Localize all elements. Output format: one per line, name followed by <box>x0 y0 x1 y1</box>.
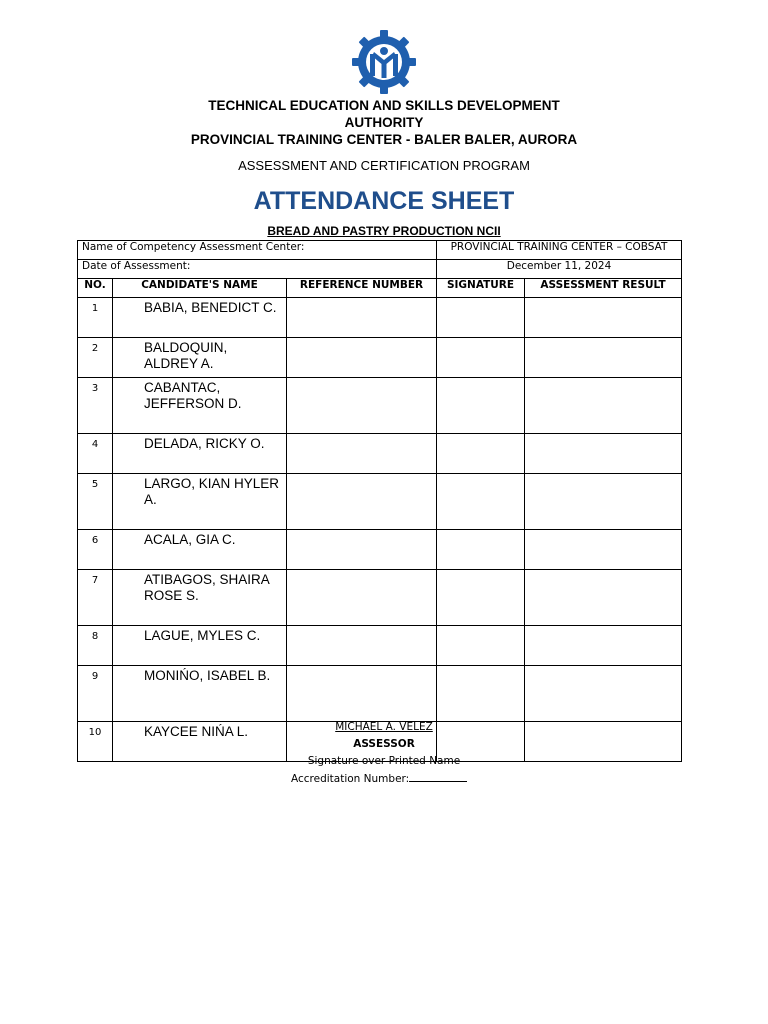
candidate-name: DELADA, RICKY O. <box>113 434 287 474</box>
reference-number-cell[interactable] <box>287 434 437 474</box>
row-number: 5 <box>78 474 113 530</box>
signature-cell[interactable] <box>437 338 525 378</box>
reference-number-cell[interactable] <box>287 474 437 530</box>
accreditation-line <box>291 770 467 788</box>
assessment-result-cell[interactable] <box>525 338 682 378</box>
reference-number-cell[interactable] <box>287 338 437 378</box>
accreditation-label: Accreditation Number: <box>291 773 410 785</box>
table-row <box>78 474 682 530</box>
attendance-table <box>77 240 682 762</box>
signature-cell[interactable] <box>437 570 525 626</box>
assessment-result-cell[interactable] <box>525 626 682 666</box>
candidate-name: CABANTAC, JEFFERSON D. <box>113 378 287 434</box>
signature-cell[interactable] <box>437 530 525 570</box>
candidate-name: ATIBAGOS, SHAIRA ROSE S. <box>113 570 287 626</box>
table-row <box>78 298 682 338</box>
column-header-row <box>78 279 682 298</box>
signature-cell[interactable] <box>437 626 525 666</box>
row-number: 8 <box>78 626 113 666</box>
program-name: ASSESSMENT AND CERTIFICATION PROGRAM <box>238 158 530 173</box>
reference-number-cell[interactable] <box>287 298 437 338</box>
page-title: ATTENDANCE SHEET <box>253 187 515 215</box>
assessment-result-cell[interactable] <box>525 530 682 570</box>
candidate-name: MONIŃO, ISABEL B. <box>113 666 287 722</box>
date-row <box>78 260 682 279</box>
center-label: Name of Competency Assessment Center: <box>78 241 437 260</box>
signature-cell[interactable] <box>437 434 525 474</box>
assessment-result-cell[interactable] <box>525 570 682 626</box>
candidate-name: KAYCEE NIŃA L. <box>113 722 287 762</box>
assessment-result-cell[interactable] <box>525 298 682 338</box>
authority-name <box>0 97 768 131</box>
header-no: NO. <box>78 279 113 298</box>
header-reference-number: REFERENCE NUMBER <box>287 279 437 298</box>
row-number: 7 <box>78 570 113 626</box>
table-row <box>78 626 682 666</box>
signature-cell[interactable] <box>437 474 525 530</box>
date-value: December 11, 2024 <box>437 260 682 279</box>
assessment-result-cell[interactable] <box>525 378 682 434</box>
table-row <box>78 530 682 570</box>
reference-number-cell[interactable] <box>287 570 437 626</box>
qualification-title: BREAD AND PASTRY PRODUCTION NCII <box>267 224 501 238</box>
header-candidate-name: CANDIDATE'S NAME <box>113 279 287 298</box>
row-number: 6 <box>78 530 113 570</box>
row-number: 4 <box>78 434 113 474</box>
signature-cell[interactable] <box>437 666 525 722</box>
row-number: 2 <box>78 338 113 378</box>
row-number: 1 <box>78 298 113 338</box>
reference-number-cell[interactable] <box>287 666 437 722</box>
date-label: Date of Assessment: <box>78 260 437 279</box>
table-row <box>78 338 682 378</box>
accreditation-blank[interactable] <box>409 770 467 782</box>
assessment-result-cell[interactable] <box>525 474 682 530</box>
row-number: 10 <box>78 722 113 762</box>
signature-caption: Signature over Printed Name <box>307 755 461 767</box>
table-row <box>78 570 682 626</box>
table-row <box>78 378 682 434</box>
row-number: 3 <box>78 378 113 434</box>
reference-number-cell[interactable] <box>287 530 437 570</box>
table-row <box>78 434 682 474</box>
center-value: PROVINCIAL TRAINING CENTER – COBSAT <box>437 241 682 260</box>
header-assessment-result: ASSESSMENT RESULT <box>525 279 682 298</box>
signature-cell[interactable] <box>437 298 525 338</box>
reference-number-cell[interactable] <box>287 626 437 666</box>
assessor-role: ASSESSOR <box>353 738 415 750</box>
candidate-name: ACALA, GIA C. <box>113 530 287 570</box>
center-row <box>78 241 682 260</box>
row-number: 9 <box>78 666 113 722</box>
candidate-name: BALDOQUIN, ALDREY A. <box>113 338 287 378</box>
header-signature: SIGNATURE <box>437 279 525 298</box>
tesda-logo <box>348 28 420 96</box>
table-row <box>78 666 682 722</box>
signature-cell[interactable] <box>437 378 525 434</box>
reference-number-cell[interactable] <box>287 378 437 434</box>
authority-line-1: TECHNICAL EDUCATION AND SKILLS DEVELOPMENT <box>208 98 560 113</box>
signatory-block <box>0 719 768 785</box>
candidate-name: LARGO, KIAN HYLER A. <box>113 474 287 530</box>
assessment-result-cell[interactable] <box>525 666 682 722</box>
candidate-name: LAGUE, MYLES C. <box>113 626 287 666</box>
authority-line-2: AUTHORITY <box>344 115 424 130</box>
assessment-result-cell[interactable] <box>525 434 682 474</box>
assessor-name: MICHAEL A. VELEZ <box>335 721 433 733</box>
candidate-name: BABIA, BENEDICT C. <box>113 298 287 338</box>
training-center-name: PROVINCIAL TRAINING CENTER - BALER BALER, AURORA <box>190 132 578 147</box>
